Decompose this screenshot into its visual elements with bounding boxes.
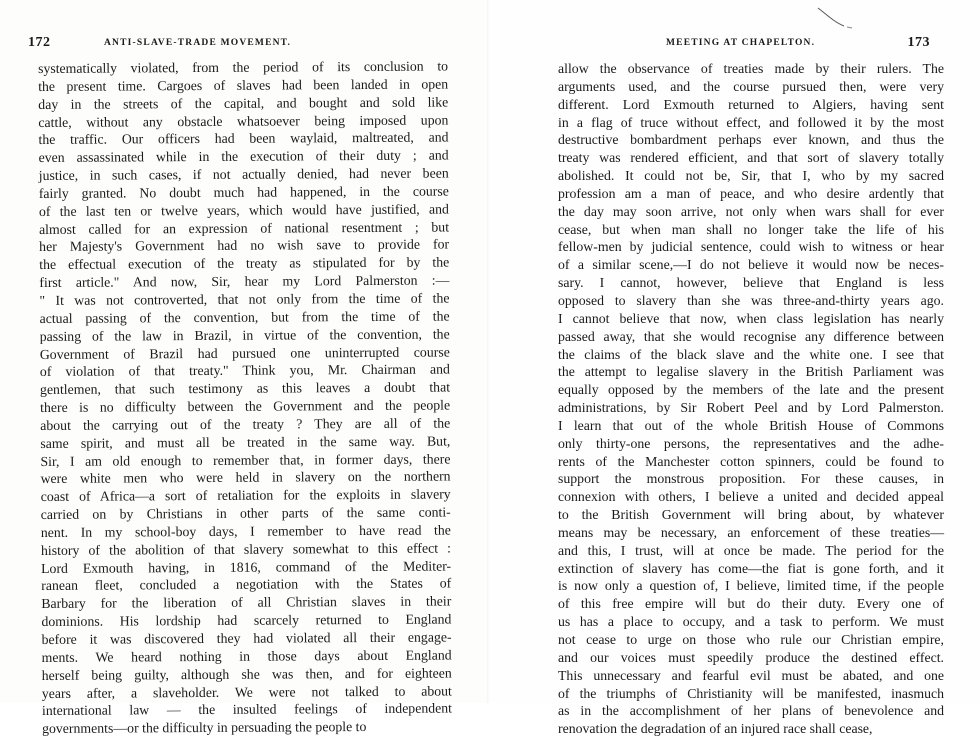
- right-page-text-line: This unnecessary and fearful evil must be abated, and one: [558, 667, 944, 683]
- right-page-text-line: the day may soon arrive, not only when wars shall for ever: [558, 203, 944, 219]
- left-page-text-line: Sir, I am old enough to remember that, in former days, there: [40, 451, 451, 469]
- left-page-text-line: Government of Brazil had pursued one uninterrupted course: [39, 343, 450, 362]
- right-page-heading: MEETING AT CHAPELTON.: [666, 38, 816, 48]
- left-page-body-text: [38, 57, 452, 738]
- left-page-heading: ANTI-SLAVE-TRADE MOVEMENT.: [104, 38, 292, 48]
- right-page-number: 173: [907, 35, 930, 50]
- right-page-body-text: [558, 60, 944, 738]
- left-page-text-line: Lord Exmouth having, in 1816, command of the Mediter-: [41, 558, 452, 576]
- left-page-text-line: gentlemen, that such testimony as this leaves a doubt that: [39, 379, 451, 398]
- right-page-text-line: of this free empire will but do their duty. Every one of: [558, 596, 944, 612]
- right-page-text-line: different. Lord Exmouth returned to Algiers, having sent: [558, 96, 944, 112]
- right-page-text-line: and our voices must speedily produce the destined effect.: [558, 649, 944, 665]
- left-page-text-line: coast of Africa—a sort of retaliation for the exploits in slavery: [40, 486, 451, 505]
- left-page-text-line: governments—or the difficulty in persuading the people to: [42, 719, 367, 737]
- pen-scratch-mark: [816, 6, 856, 30]
- right-page-text-line: of the triumphs of Christianity will be manifested, inasmuch: [558, 685, 944, 701]
- right-page-text-line: support the monstrous proposition. For these causes, in: [558, 471, 944, 487]
- left-page-text-line: ments. We heard nothing in those days about England: [41, 647, 452, 665]
- right-page-text-line: as in the accomplishment of her plans of benevolence and: [558, 703, 944, 719]
- left-page-text-line: dominions. His lordship had scarcely returned to England: [41, 611, 452, 630]
- left-page-text-line: almost called for an expression of national resentment ; but: [38, 219, 450, 237]
- right-page-text-line: I cannot believe that now, when class legislation has nearly: [558, 310, 944, 326]
- right-page-text-line: administrations, by Sir Robert Peel and by Lord Palmerston.: [558, 400, 944, 416]
- left-page-text-line: years after, a slaveholder. We were not talked to about: [41, 683, 452, 701]
- left-page-text-line: of violation of that treaty." Think you, Mr. Chairman and: [39, 361, 450, 380]
- left-page-number: 172: [28, 35, 51, 50]
- right-page-text-line: in a flag of truce without effect, and followed it by the most: [558, 114, 944, 130]
- left-page-text-line: justice, in such cases, if not actually denied, had never been: [38, 165, 449, 184]
- right-page-text-line: is now only a question of, I believe, limited time, if the people: [558, 578, 944, 594]
- left-page-text-line: before it was discovered they had violated all their engage-: [41, 629, 452, 647]
- left-page-text-line: of the last ten or twelve years, which would have justified, and: [38, 201, 449, 219]
- left-page-text-line: carried on by Christians in other parts of the same conti-: [40, 504, 451, 523]
- left-page-text-line: there is no difficulty between the Government and the people: [40, 397, 451, 416]
- right-page-text-line: profession am a man of peace, and who desire ardently that: [558, 185, 944, 201]
- right-page-text-line: not cease to urge on those who rule our Christian empire,: [558, 632, 944, 647]
- right-page-text-line: to the British Government will bring about, by whatever: [558, 507, 944, 523]
- right-page-text-line: the attempt to legalise slavery in the British Parliament was: [558, 364, 944, 380]
- right-page-text-line: I learn that out of the whole British House of Commons: [558, 417, 944, 433]
- left-page-text-line: even assassinated while in the execution of their duty ; and: [38, 147, 449, 166]
- right-page-text-line: us has a place to occupy, and a task to perform. We must: [558, 614, 944, 630]
- right-page-text-line: extinction of slavery has come—the fiat is gone forth, and it: [558, 560, 944, 576]
- right-page-text-line: cease, but when man shall no longer take the life of his: [558, 221, 944, 237]
- left-page-text-line: passing of the law in Brazil, in virtue of the convention, the: [39, 326, 450, 344]
- left-page-text-line: nent. In my school-boy days, I remember to have read the: [40, 522, 451, 540]
- left-page-text-line: same spirit, and must all be treated in the same way. But,: [40, 433, 451, 451]
- right-page-text-line: arguments used, and the course pursued then, were very: [558, 78, 944, 94]
- left-page-text-line: systematically violated, from the period of its conclusion to: [38, 58, 449, 76]
- right-page-text-line: of a similar scene,—I do not believe it would now be neces-: [558, 257, 944, 273]
- left-page: [0, 0, 490, 737]
- left-page-text-line: Barbary for the liberation of all Christian slaves in their: [41, 593, 452, 612]
- right-page-text-line: only thirty-one persons, the representatives and the adhe-: [558, 435, 944, 451]
- left-page-text-line: history of the abolition of that slavery somewhat to this effect :: [40, 540, 452, 558]
- left-page-text-line: cattle, without any obstacle whatsoever being imposed upon: [38, 112, 449, 130]
- right-page-text-line: renovation the degradation of an injured race shall cease,: [558, 721, 873, 737]
- right-page-text-line: destructive bombardment perhaps ever known, and thus the: [558, 132, 944, 148]
- left-page-text-line: her Majesty's Government had no wish save to provide for: [39, 236, 450, 255]
- right-page-text-line: rents of the Manchester cotton spinners, could be found to: [558, 453, 944, 469]
- right-running-head: [554, 34, 930, 52]
- left-page-text-line: " It was not controverted, that not only from the time of the: [39, 290, 450, 308]
- left-page-text-line: day in the streets of the capital, and bought and sold like: [38, 94, 449, 112]
- right-page-text-line: opposed to slavery than she was three-and-thirty years ago.: [558, 292, 944, 308]
- right-page-text-line: equally opposed by the members of the late and the present: [558, 382, 944, 398]
- left-page-text-line: the traffic. Our officers had been waylaid, maltreated, and: [38, 129, 449, 148]
- left-running-head: [28, 34, 444, 52]
- right-page: [490, 0, 980, 737]
- left-page-text-line: first article." And now, Sir, hear my Lord Palmerston :—: [39, 272, 450, 291]
- left-page-text-line: were white men who were held in slavery on the northern: [40, 468, 451, 487]
- right-page-text-line: passed away, that she would recognise any difference between: [558, 328, 944, 344]
- left-page-text-line: herself being guilty, although she was then, and for eighteen: [41, 665, 452, 683]
- right-page-text-line: the claims of the black slave and the white one. I see that: [558, 346, 944, 362]
- right-page-text-line: allow the observance of treaties made by their rulers. The: [558, 61, 944, 76]
- right-page-text-line: fellow-men by judicial sentence, could wish to witness or hear: [558, 239, 944, 255]
- right-page-text-line: means may be necessary, an enforcement of these treaties—: [558, 524, 944, 540]
- right-page-text-line: connexion with others, I believe a united and decided appeal: [558, 489, 944, 505]
- left-page-text-line: about the carrying out of the treaty ? They are all of the: [40, 415, 451, 433]
- left-page-text-line: ranean fleet, concluded a negotiation with the States of: [41, 575, 452, 594]
- left-page-text-line: international law — the insulted feelings of independent: [41, 700, 453, 719]
- right-page-text-line: treaty was rendered efficient, and that sort of slavery totally: [558, 150, 944, 166]
- left-page-text-line: actual passing of the convention, but from the time of the: [39, 308, 450, 326]
- left-page-text-line: the present time. Cargoes of slaves had been landed in open: [38, 76, 449, 94]
- right-page-text-line: sary. I cannot, however, believe that England is less: [558, 275, 944, 291]
- left-page-text-line: the effectual execution of the treaty as stipulated for by the: [39, 254, 450, 273]
- right-page-text-line: abolished. It could not be, Sir, that I, who by my sacred: [558, 168, 944, 184]
- left-page-text-line: fairly granted. No doubt much had happened, in the course: [38, 183, 449, 201]
- right-page-text-line: and this, I trust, will at once be made. The period for the: [558, 542, 944, 558]
